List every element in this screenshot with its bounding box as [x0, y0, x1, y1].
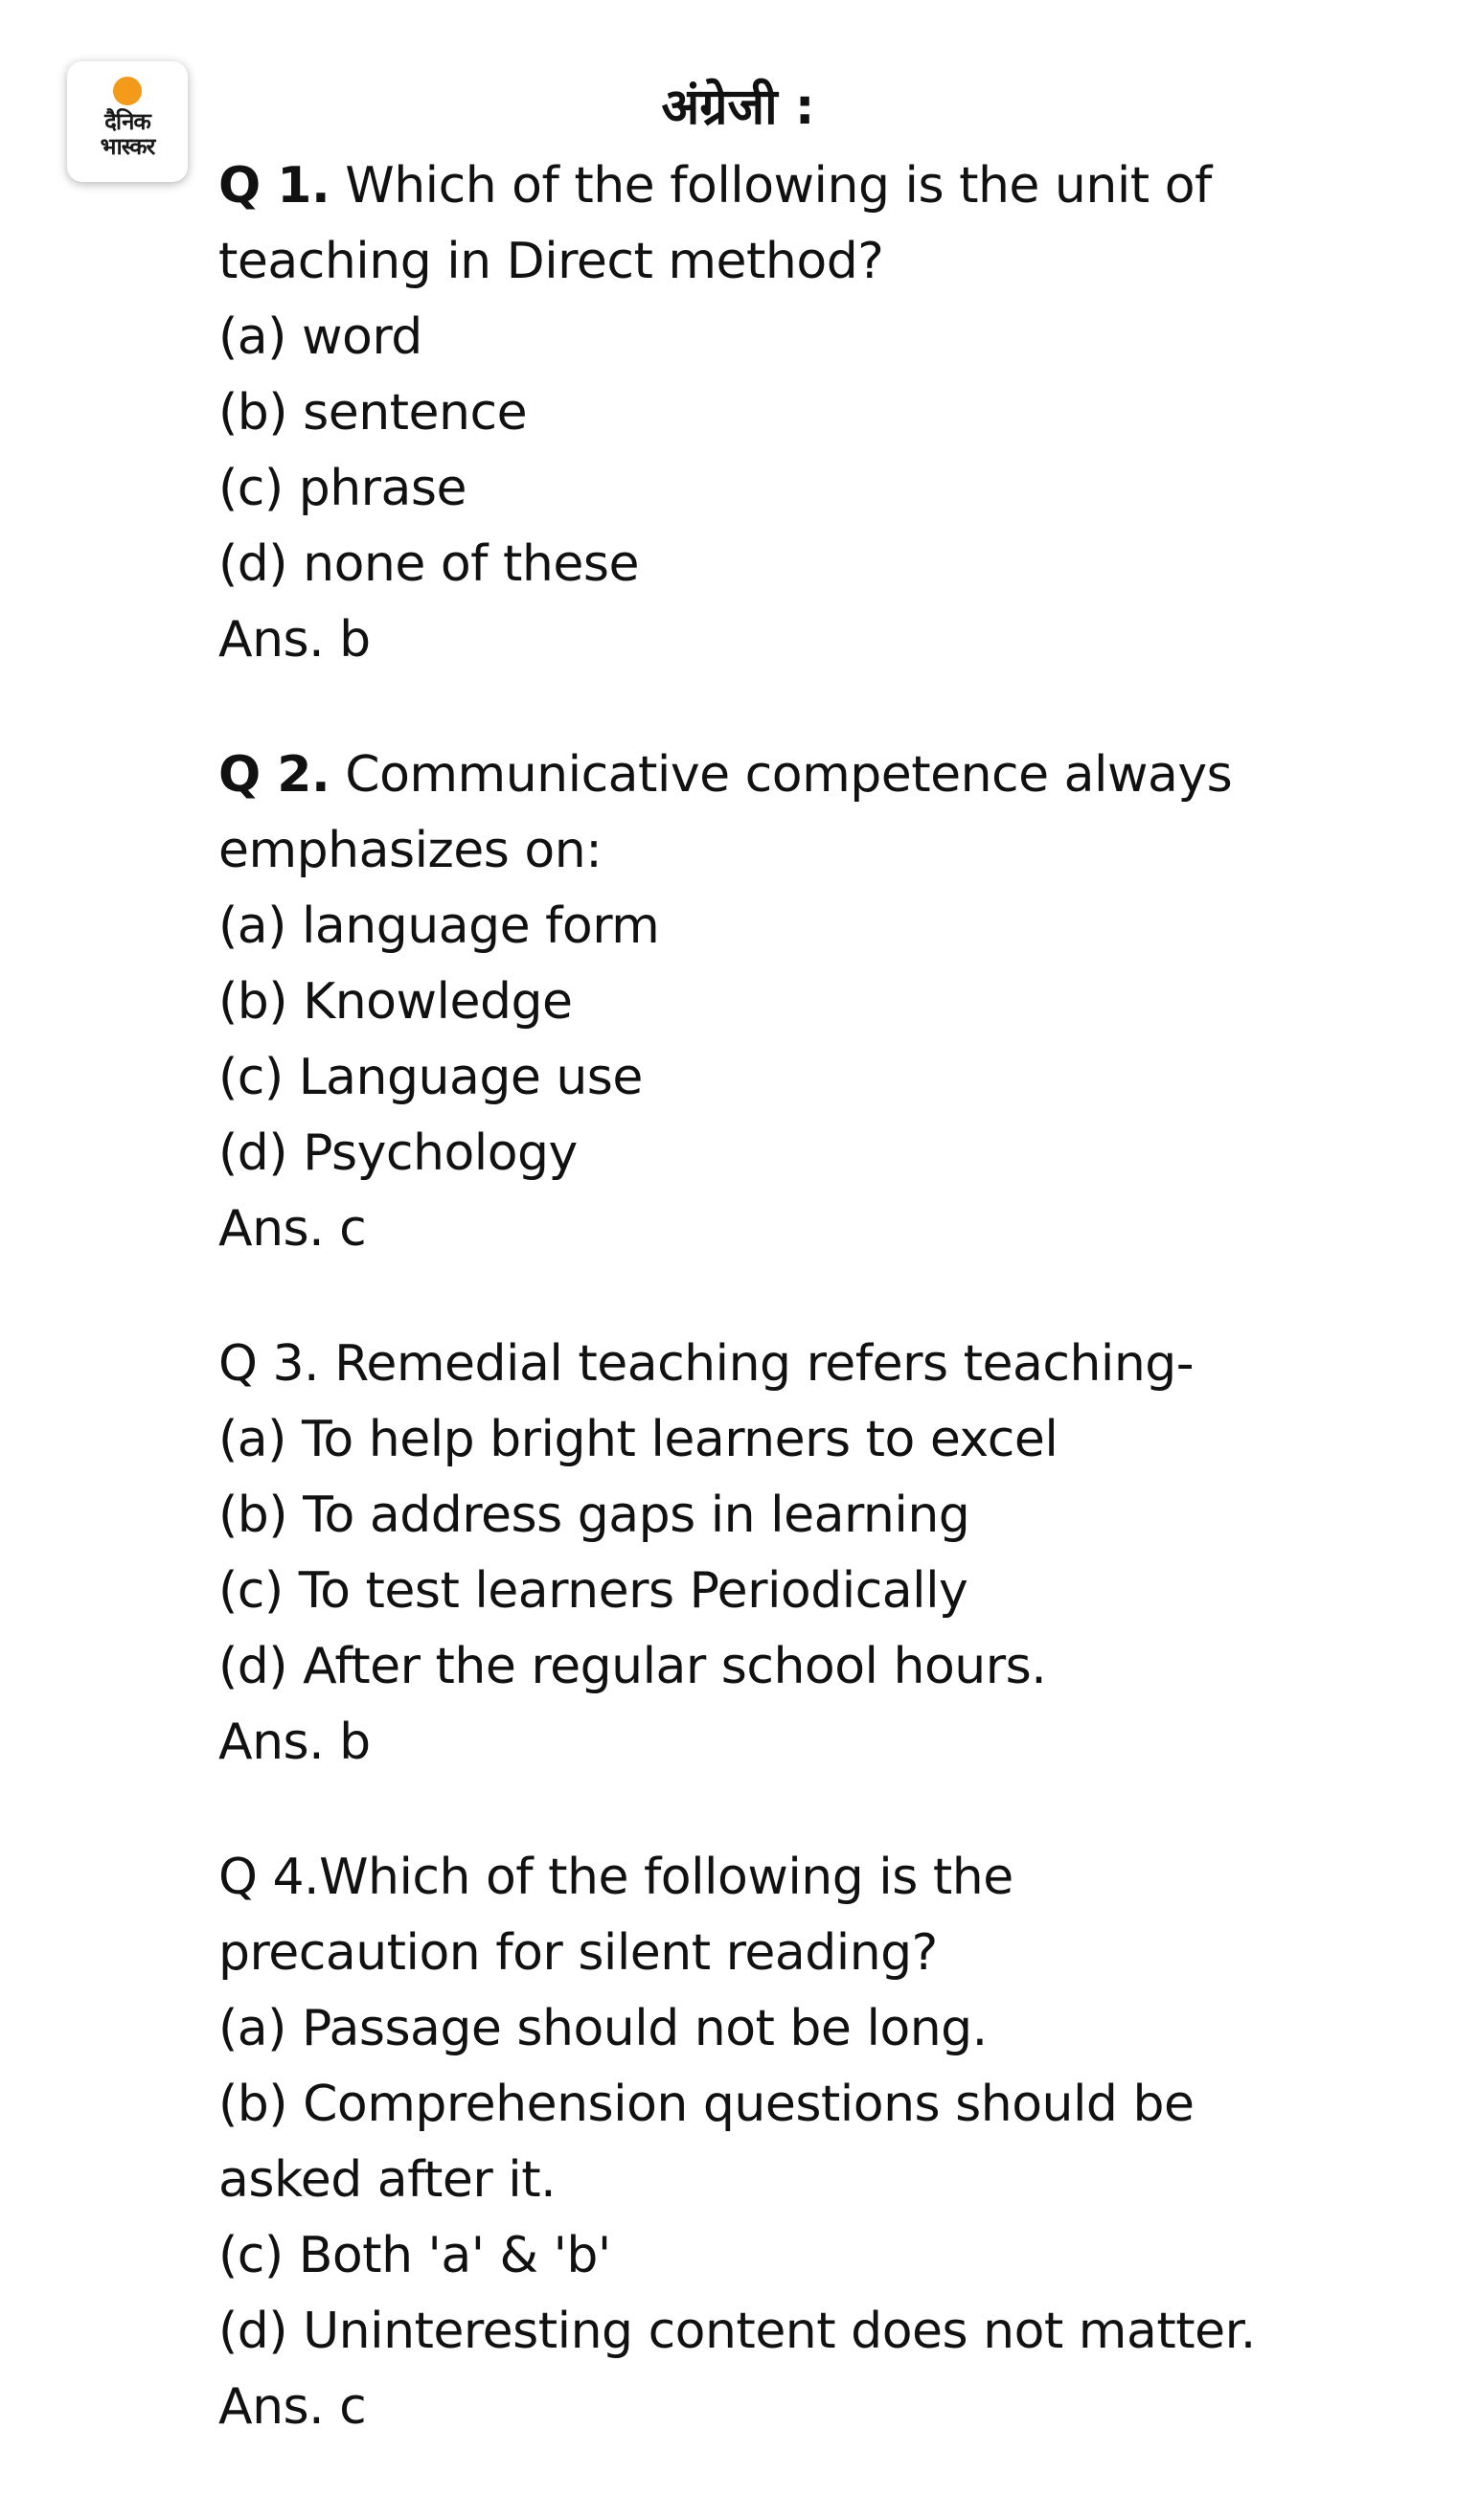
logo-text-line2: भास्कर — [100, 133, 155, 160]
option-d: (d) none of these — [218, 535, 639, 593]
option-c: (c) Both 'a' & 'b' — [218, 2227, 611, 2284]
option-a: (a) Passage should not be long. — [218, 2000, 988, 2057]
answer: Ans. b — [218, 611, 371, 669]
answer: Ans. b — [218, 1714, 371, 1771]
question-2 — [218, 738, 1406, 1267]
option-b: (b) sentence — [218, 384, 528, 442]
question-text: Which of the following is the — [319, 1849, 1013, 1906]
option-c: (c) phrase — [218, 460, 467, 517]
question-number: Q 1. — [218, 157, 330, 215]
question-text-line: precaution for silent reading? — [218, 1924, 938, 1982]
option-c: (c) Language use — [218, 1049, 643, 1106]
option-a: (a) To help bright learners to excel — [218, 1411, 1059, 1468]
question-text: Which of the following is the unit of — [345, 157, 1212, 215]
question-text-line: emphasizes on: — [218, 822, 603, 879]
question-1 — [218, 148, 1406, 678]
answer: Ans. c — [218, 1200, 367, 1258]
option-a: (a) language form — [218, 897, 660, 955]
option-b-continued: asked after it. — [218, 2151, 557, 2209]
question-number: Q 3. — [218, 1335, 320, 1393]
question-text: Remedial teaching refers teaching- — [334, 1335, 1195, 1393]
question-text-line — [218, 1840, 1406, 1916]
option-a: (a) word — [218, 308, 422, 366]
option-c: (c) To test learners Periodically — [218, 1562, 968, 1620]
page-heading: अंग्रेजी : — [661, 79, 815, 136]
question-3 — [218, 1327, 1406, 1781]
question-text-line: teaching in Direct method? — [218, 233, 884, 290]
option-d: (d) After the regular school hours. — [218, 1638, 1047, 1695]
answer: Ans. c — [218, 2378, 367, 2436]
question-number: Q 2. — [218, 746, 330, 804]
option-b: (b) Knowledge — [218, 973, 573, 1031]
question-4 — [218, 1840, 1406, 2445]
question-text: Communicative competence always — [345, 746, 1233, 804]
question-number: Q 4. — [218, 1849, 320, 1906]
option-d: (d) Uninteresting content does not matter. — [218, 2303, 1256, 2360]
option-b: (b) To address gaps in learning — [218, 1487, 970, 1544]
question-text-line — [218, 148, 1406, 224]
question-text-line — [218, 738, 1406, 813]
question-text-line — [218, 1327, 1406, 1402]
option-b: (b) Comprehension questions should be — [218, 2076, 1195, 2133]
logo-text-line1: दैनिक — [104, 108, 150, 135]
option-d: (d) Psychology — [218, 1124, 578, 1182]
question-list — [218, 148, 1406, 2505]
